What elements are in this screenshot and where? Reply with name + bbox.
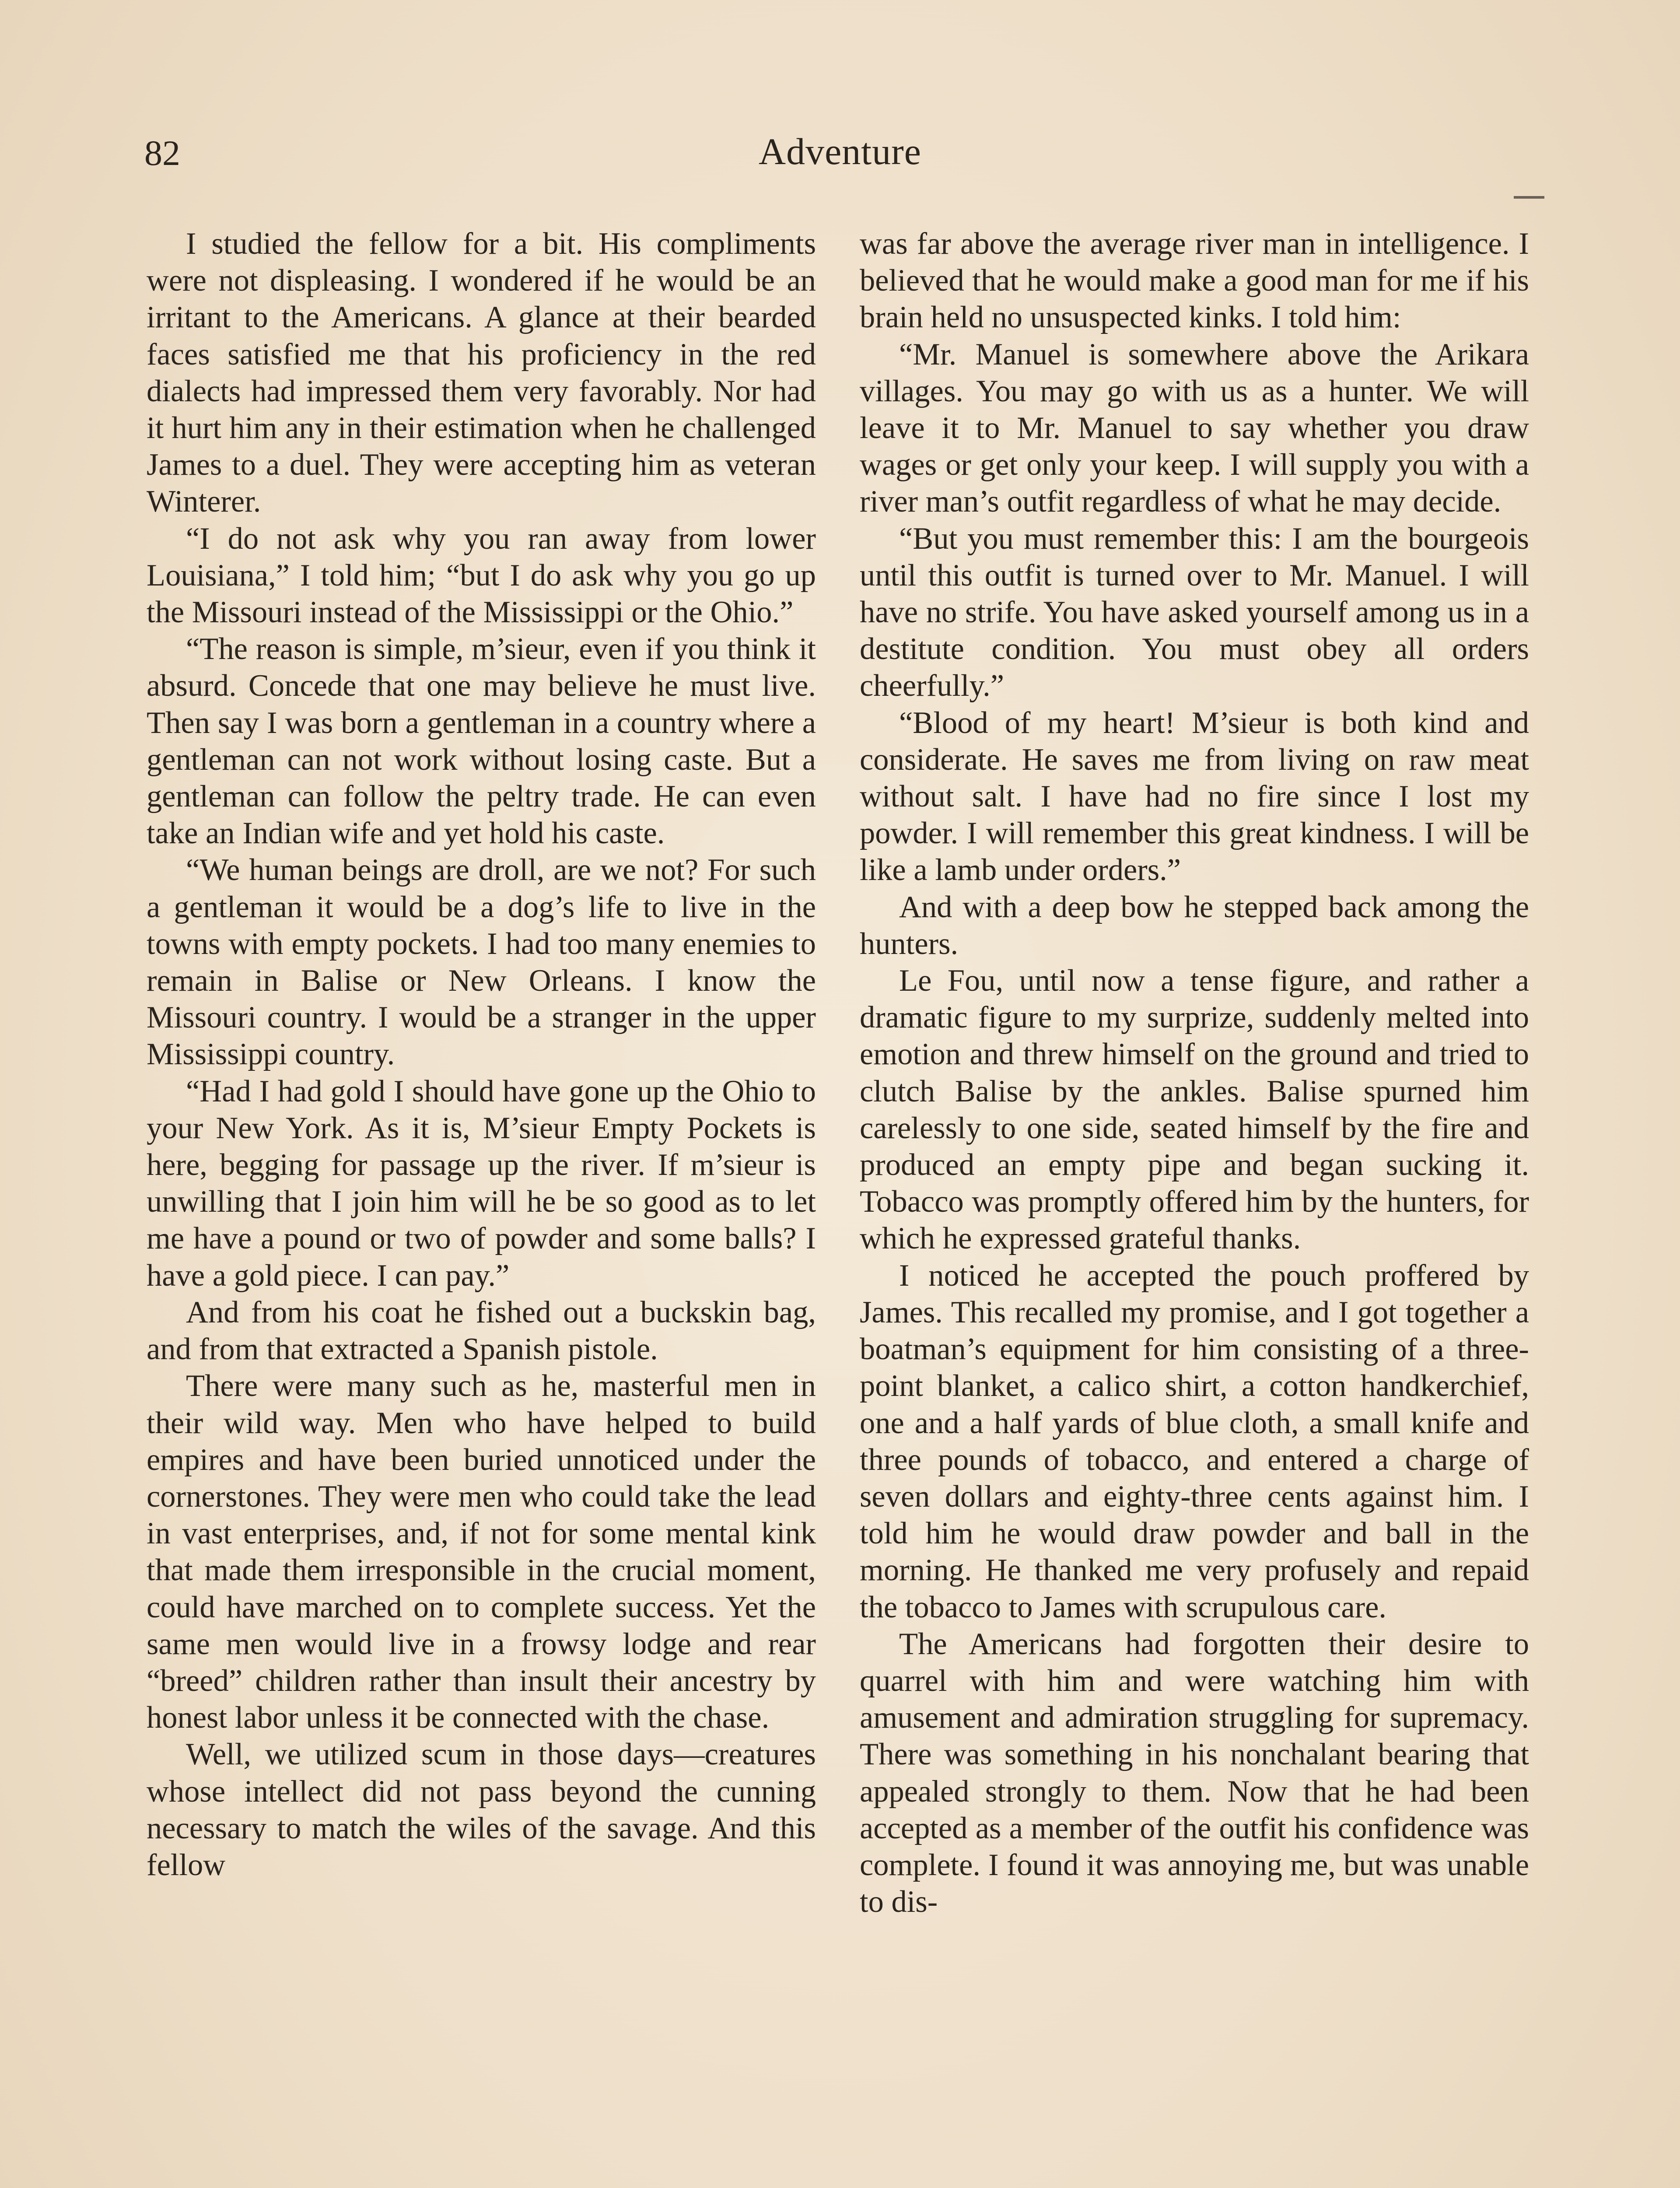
paragraph: “But you must remember this: I am the bourgeois until this outfit is turned over to Mr. Manuel. I will have no strife. You have asked yourself among us in a destitute condition. You must obey all orders cheerfully.” [860,521,1529,703]
paragraph: And from his coat he fished out a buckskin bag, and from that extracted a Spanish pistole. [147,1295,816,1367]
paragraph-continued: was far above the average river man in intelligence. I believed that he would make a good man for me if his brain held no unsuspected kinks. I told him: [860,227,1529,335]
left-column [147,225,816,1883]
paragraph: There were many such as he, masterful men in their wild way. Men who have helped to build empires and have been buried unnoticed under the cornerstones. They were men who could take the lead in vast enterprises, and, if not for some mental kink that made them irresponsible in the crucial moment, could have marched on to complete success. Yet the same men would live in a frowsy lodge and rear “breed” children rather than insult their ancestry by honest labor unless it be connected with the chase. [147,1369,816,1735]
running-title: Adventure [759,130,921,172]
printer-mark [1514,196,1544,199]
paragraph: The Americans had forgotten their desire to quarrel with him and were watching him with amusement and admiration struggling for supremacy. There was something in his nonchalant bearing that appealed strongly to them. Now that he had been accepted as a member of the outfit his confidence was complete. I found it was annoying me, but was unable to dis- [860,1627,1529,1919]
paragraph: And with a deep bow he stepped back among the hunters. [860,890,1529,961]
paragraph: “Had I had gold I should have gone up the Ohio to your New York. As it is, M’sieur Empty Pockets is here, begging for passage up the river. If m’sieur is unwilling that I join him will he be so good as to let me have a pound or two of powder and some balls? I have a gold piece. I can pay.” [147,1074,816,1293]
page-number: 82 [144,133,180,173]
paragraph: “The reason is simple, m’sieur, even if you think it absurd. Concede that one may believe he must live. Then say I was born a gentleman in a country where a gentleman can not work without losing caste. But a gentleman can follow the peltry trade. He can even take an Indian wife and yet hold his caste. [147,632,816,851]
paragraph: “We human beings are droll, are we not? For such a gentleman it would be a dog’s life to live in the towns with empty pockets. I had too many enemies to remain in Balise or New Orleans. I know the Missouri country. I would be a stranger in the upper Mississippi country. [147,853,816,1072]
paragraph: “Blood of my heart! M’sieur is both kind and considerate. He saves me from living on raw meat without salt. I have had no fire since I lost my powder. I will remember this great kindness. I will be like a lamb under orders.” [860,705,1529,887]
paragraph: I noticed he accepted the pouch proffered by James. This recalled my promise, and I got together a boatman’s equipment for him consisting of a three-point blanket, a calico shirt, a cotton handkerchief, one and a half yards of blue cloth, a small knife and three pounds of tobacco, and entered a charge of seven dollars and eighty-three cents against him. I told him he would draw powder and ball in the morning. He thanked me very profusely and repaid the tobacco to James with scrupulous care. [860,1258,1529,1624]
paragraph: “Mr. Manuel is somewhere above the Arikara villages. You may go with us as a hunter. We will leave it to Mr. Manuel to say whether you draw wages or get only your keep. I will supply you with a river man’s outfit regardless of what he may decide. [860,337,1529,519]
paragraph: I studied the fellow for a bit. His compliments were not displeasing. I wondered if he would be an irritant to the Americans. A glance at their bearded faces satisfied me that his proficiency in the red dialects had impressed them very favorably. Nor had it hurt him any in their estimation when he challenged James to a duel. They were accepting him as veteran Winterer. [147,227,816,519]
right-column [860,225,1529,1920]
paragraph: “I do not ask why you ran away from lower Louisiana,” I told him; “but I do ask why you go up the Missouri instead of the Mississippi or the Ohio.” [147,521,816,630]
paragraph: Le Fou, until now a tense figure, and rather a dramatic figure to my surprize, suddenly melted into emotion and threw himself on the ground and tried to clutch Balise by the ankles. Balise spurned him carelessly to one side, seated himself by the fire and produced an empty pipe and began sucking it. Tobacco was promptly offered him by the hunters, for which he expressed grateful thanks. [860,964,1529,1256]
paragraph: Well, we utilized scum in those days—creatures whose intellect did not pass beyond the cunning necessary to match the wiles of the savage. And this fellow [147,1737,816,1882]
